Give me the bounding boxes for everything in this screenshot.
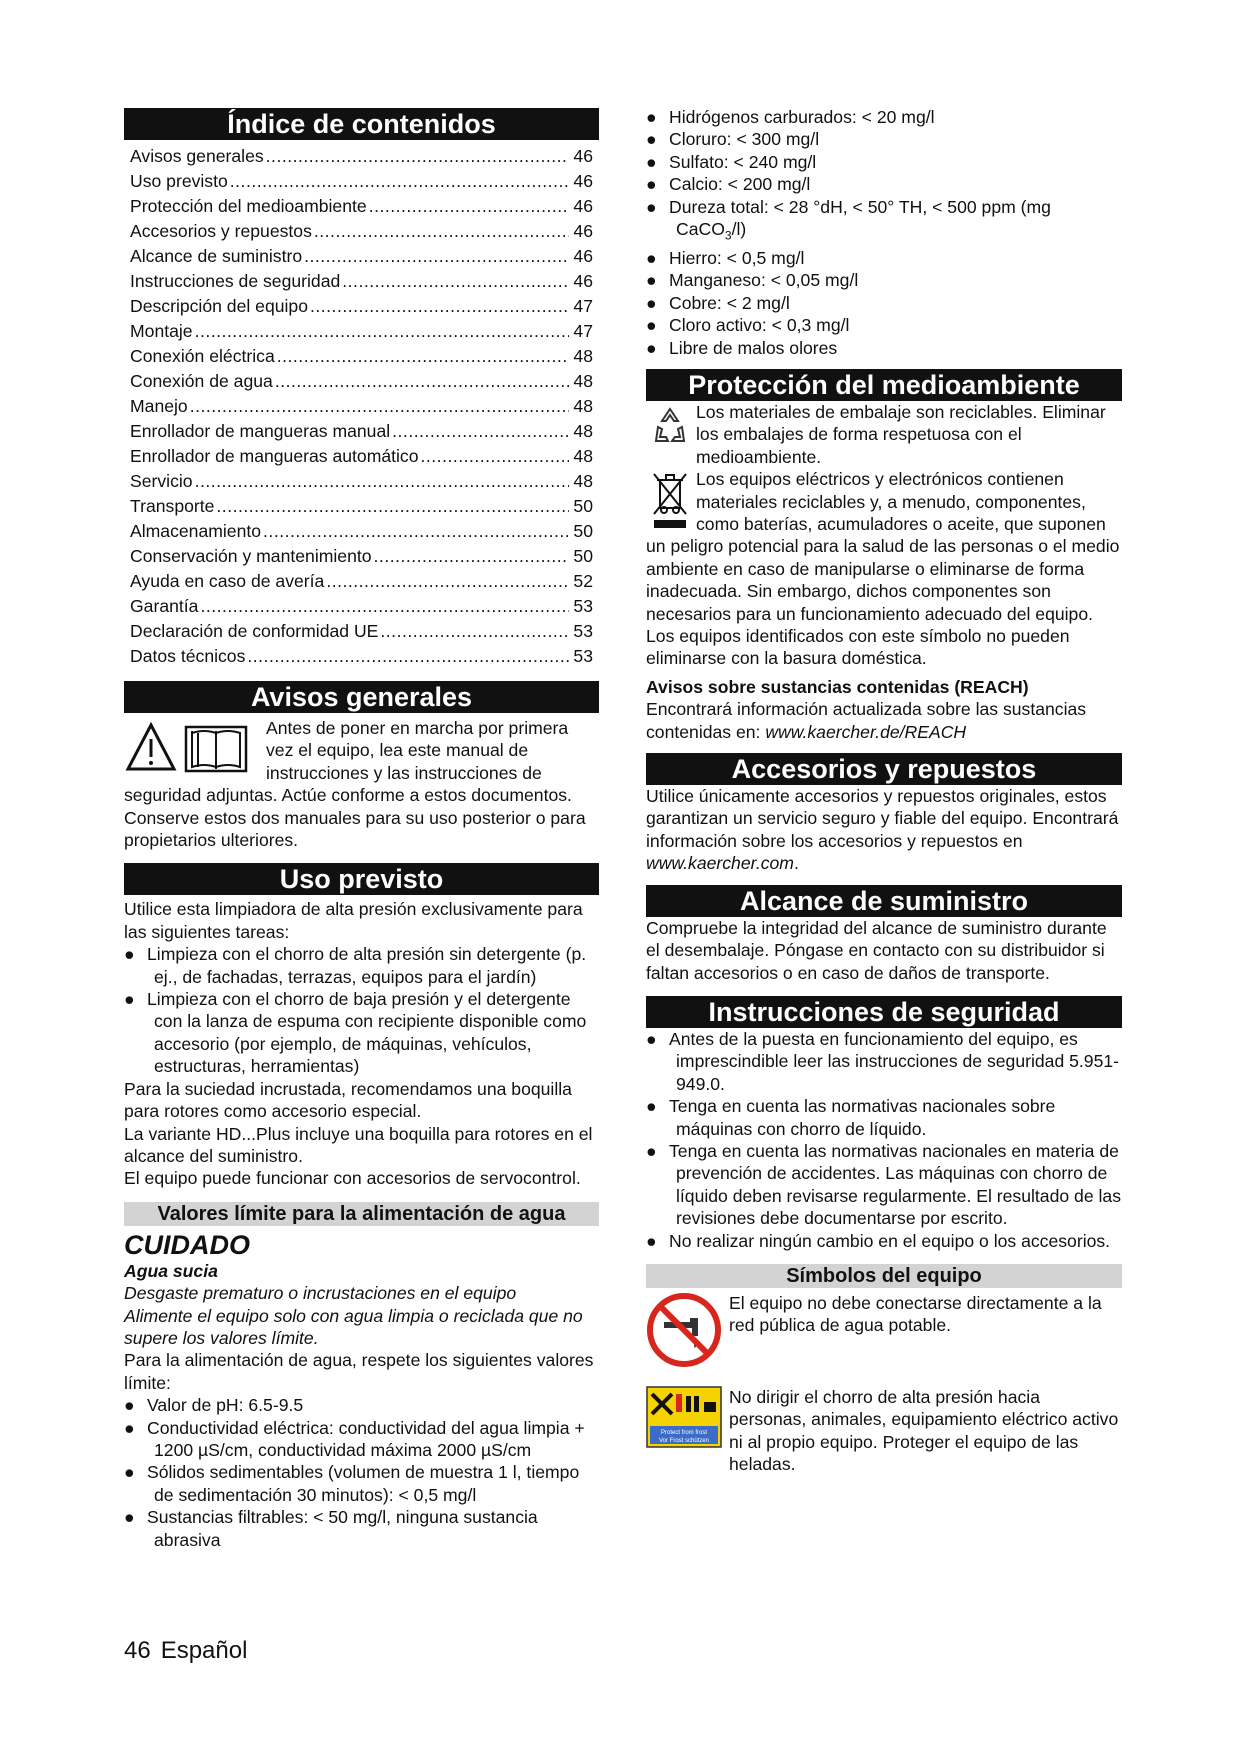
- toc-leader-dots: [369, 194, 570, 219]
- toc-leader-dots: [374, 544, 570, 569]
- toc-entry-title: Servicio: [130, 471, 193, 491]
- toc-leader-dots: [310, 294, 569, 319]
- toc-entry[interactable]: [130, 519, 593, 544]
- list-item-text: Manganeso: < 0,05 mg/l: [669, 270, 859, 291]
- toc-leader-dots: [230, 169, 570, 194]
- list-item: [646, 106, 1122, 128]
- bullet-icon: ●: [646, 247, 657, 268]
- toc-entry-title: Accesorios y repuestos: [130, 221, 312, 241]
- bullet-icon: ●: [646, 270, 657, 291]
- toc-entry-page: 48: [573, 446, 593, 466]
- toc-entry[interactable]: [130, 444, 593, 469]
- avisos-text: Antes de poner en marcha por primera vez el equipo, lea este manual de instrucciones y las instrucciones de seguridad adjuntas. Actúe conforme a estos documentos. Conserve estos dos manuales para su uso posterior o para propietarios ulteriores.: [124, 718, 586, 851]
- list-item-text: Conductividad eléctrica: conductividad del agua limpia + 1200 µS/cm, conductividad máxima 2000 µS/cm: [147, 1417, 585, 1460]
- toc-entry-title: Ayuda en caso de avería: [130, 571, 325, 591]
- caution-line-2: Alimente el equipo solo con agua limpia o reciclada que no supere los valores límite.: [124, 1305, 583, 1348]
- toc-leader-dots: [326, 569, 569, 594]
- page-footer: [124, 1637, 257, 1665]
- toc-entry[interactable]: [130, 169, 593, 194]
- uso-p3: El equipo puede funcionar con accesorios de servocontrol.: [124, 1168, 581, 1189]
- accesorios-link[interactable]: www.kaercher.com: [646, 853, 794, 874]
- toc-entry[interactable]: [130, 144, 593, 169]
- toc-entry-page: 52: [573, 571, 593, 591]
- warning-manual-icon: [124, 719, 256, 779]
- right-column: [646, 106, 1122, 1476]
- list-item-text: Sustancias filtrables: < 50 mg/l, ninguna sustancia abrasiva: [147, 1507, 538, 1550]
- toc-entry-title: Almacenamiento: [130, 521, 262, 541]
- toc-entry-title: Enrollador de mangueras manual: [130, 421, 391, 441]
- list-item: [646, 1140, 1122, 1230]
- uso-bullet-list: [124, 943, 599, 1077]
- list-item-text: Limpieza con el chorro de baja presión y el detergente con la lanza de espuma con recipiente disponible como accesorio (por ejemplo, de máquinas, vehículos, estructuras, herramientas): [147, 989, 587, 1077]
- bullet-icon: ●: [646, 1028, 657, 1049]
- toc-entry-page: 50: [573, 496, 593, 516]
- list-item: [646, 314, 1122, 336]
- toc-leader-dots: [195, 469, 570, 494]
- valores-heading: Valores límite para la alimentación de agua: [124, 1202, 599, 1226]
- list-item-text: No realizar ningún cambio en el equipo o los accesorios.: [669, 1230, 1111, 1251]
- list-item: [646, 337, 1122, 359]
- valores-left-list: [124, 1394, 599, 1551]
- toc-entry-title: Alcance de suministro: [130, 246, 303, 266]
- accesorios-text: Utilice únicamente accesorios y repuestos originales, estos garantizan un servicio seguro y fiable del equipo. Encontrará información sobre los accesorios y repuestos en www.kaercher.com.: [646, 786, 1119, 874]
- toc-entry-page: 48: [573, 421, 593, 441]
- no-spray-frost-warning-icon: [646, 1386, 722, 1448]
- toc-entry-title: Protección del medioambiente: [130, 196, 367, 216]
- frost-label-1: Protect from frost: [660, 1429, 708, 1436]
- list-item-text: Tenga en cuenta las normativas nacionales en materia de prevención de accidentes. Las máquinas con chorro de líquido deben revisarse regularmente. El resultado de las revisiones debe documentarse por escrito.: [669, 1140, 1121, 1229]
- list-item: [124, 1417, 599, 1462]
- toc-leader-dots: [314, 219, 570, 244]
- symbol-row-1: [646, 1292, 1122, 1368]
- toc-entry-title: Uso previsto: [130, 171, 228, 191]
- list-item: [646, 269, 1122, 291]
- bullet-icon: ●: [646, 129, 657, 150]
- toc-entry-page: 53: [573, 646, 593, 666]
- toc-entry-title: Conservación y mantenimiento: [130, 546, 372, 566]
- list-item-text: Valor de pH: 6.5-9.5: [147, 1395, 304, 1416]
- caution-line-1: Desgaste prematuro o incrustaciones en el equipo: [124, 1283, 517, 1304]
- toc-entry-page: 53: [573, 621, 593, 641]
- toc-entry-page: 46: [573, 246, 593, 266]
- toc-entry[interactable]: [130, 494, 593, 519]
- toc-entry[interactable]: [130, 369, 593, 394]
- proteccion-p2: Los equipos eléctricos y electrónicos contienen materiales reciclables y, a menudo, componentes, como baterías, acumuladores o aceite, que suponen un peligro potencial para la salud de las personas o el medio ambiente en caso de manipularse o eliminarse de forma inadecuada. Sin embargo, dichos componentes son necesarios para un funcionamiento adecuado del equipo. Los equipos identificados con este símbolo no pueden eliminarse con la basura doméstica.: [646, 469, 1120, 669]
- proteccion-section: [646, 401, 1122, 670]
- bullet-icon: ●: [124, 1417, 135, 1438]
- bullet-icon: ●: [124, 944, 135, 965]
- avisos-section: [124, 713, 599, 851]
- seguridad-heading: Instrucciones de seguridad: [646, 996, 1122, 1028]
- valores-intro: Para la alimentación de agua, respete los siguientes valores límite:: [124, 1350, 594, 1393]
- caution-subtitle: Agua sucia: [124, 1260, 218, 1281]
- toc-entry-page: 46: [573, 196, 593, 216]
- toc-entry-title: Montaje: [130, 321, 193, 341]
- list-item-text: Hidrógenos carburados: < 20 mg/l: [669, 107, 935, 127]
- list-item: [124, 988, 599, 1078]
- list-item: [646, 1028, 1122, 1095]
- toc-entry[interactable]: [130, 319, 593, 344]
- crossed-bin-icon: [652, 470, 688, 530]
- toc-leader-dots: [263, 519, 569, 544]
- bullet-icon: ●: [124, 1462, 135, 1483]
- proteccion-heading: Protección del medioambiente: [646, 369, 1122, 401]
- toc-entry-page: 53: [573, 596, 593, 616]
- footer-language: Español: [160, 1637, 248, 1664]
- toc-entry-title: Manejo: [130, 396, 188, 416]
- toc-entry-page: 48: [573, 396, 593, 416]
- caution-label: CUIDADO: [124, 1229, 250, 1260]
- bullet-icon: ●: [646, 337, 657, 358]
- toc-leader-dots: [195, 319, 570, 344]
- bullet-icon: ●: [646, 151, 657, 172]
- toc-entry-title: Datos técnicos: [130, 646, 246, 666]
- toc-entry-page: 46: [573, 146, 593, 166]
- bullet-icon: ●: [124, 989, 135, 1010]
- valores-right-list: [646, 106, 1122, 359]
- list-item: [646, 151, 1122, 173]
- recycle-icon-box: [652, 405, 688, 447]
- toc-leader-dots: [277, 344, 570, 369]
- accesorios-heading: Accesorios y repuestos: [646, 753, 1122, 785]
- no-drinking-water-connection-icon: [646, 1292, 722, 1368]
- list-item: [646, 128, 1122, 150]
- list-item: [124, 1394, 599, 1416]
- list-item: [646, 1095, 1122, 1140]
- list-item: [124, 1506, 599, 1551]
- toc-leader-dots: [421, 444, 570, 469]
- toc-leader-dots: [190, 394, 570, 419]
- toc-entry[interactable]: [130, 594, 593, 619]
- toc-entry-page: 46: [573, 271, 593, 291]
- toc-leader-dots: [200, 594, 569, 619]
- list-item-text: Cobre: < 2 mg/l: [669, 292, 790, 313]
- toc-entry-page: 46: [573, 221, 593, 241]
- list-item: [646, 173, 1122, 195]
- toc-entry-page: 50: [573, 521, 593, 541]
- bullet-icon: ●: [646, 174, 657, 195]
- toc-entry[interactable]: [130, 569, 593, 594]
- toc-entry-title: Conexión eléctrica: [130, 346, 275, 366]
- toc-leader-dots: [304, 244, 569, 269]
- toc-entry[interactable]: [130, 419, 593, 444]
- toc-entry-page: 48: [573, 371, 593, 391]
- list-item: [646, 292, 1122, 314]
- list-item-text: Calcio: < 200 mg/l: [669, 174, 811, 195]
- toc-entry[interactable]: [130, 219, 593, 244]
- toc-leader-dots: [266, 144, 570, 169]
- toc-entry[interactable]: [130, 244, 593, 269]
- toc-leader-dots: [392, 419, 569, 444]
- toc-entry-title: Descripción del equipo: [130, 296, 308, 316]
- recycle-icon: [652, 405, 688, 447]
- bullet-icon: ●: [646, 1230, 657, 1251]
- bullet-icon: ●: [124, 1395, 135, 1416]
- toc-entry-title: Instrucciones de seguridad: [130, 271, 341, 291]
- toc-leader-dots: [380, 619, 569, 644]
- uso-p2: La variante HD...Plus incluye una boquilla para rotores en el alcance del suministro.: [124, 1123, 593, 1166]
- uso-heading: Uso previsto: [124, 863, 599, 895]
- toc-entry-title: Conexión de agua: [130, 371, 273, 391]
- toc-entry-page: 48: [573, 471, 593, 491]
- list-item-text: Hierro: < 0,5 mg/l: [669, 247, 805, 268]
- list-item-text: Sólidos sedimentables (volumen de muestra 1 l, tiempo de sedimentación 30 minutos): < 0,5 mg/l: [147, 1462, 580, 1505]
- table-of-contents: [124, 140, 599, 669]
- toc-entry[interactable]: [130, 469, 593, 494]
- toc-entry[interactable]: [130, 344, 593, 369]
- list-item-text: Libre de malos olores: [669, 337, 838, 358]
- list-item: [124, 943, 599, 988]
- list-item-text: Antes de la puesta en funcionamiento del equipo, es imprescindible leer las instrucciones de seguridad 5.951-949.0.: [669, 1028, 1120, 1094]
- toc-entry[interactable]: [130, 194, 593, 219]
- reach-title: Avisos sobre sustancias contenidas (REACH): [646, 676, 1029, 697]
- toc-entry-page: 48: [573, 346, 593, 366]
- simbolos-heading: Símbolos del equipo: [646, 1264, 1122, 1288]
- toc-entry[interactable]: [130, 544, 593, 569]
- toc-leader-dots: [342, 269, 569, 294]
- reach-text: Encontrará información actualizada sobre las sustancias contenidas en: www.kaercher.de/REACH: [646, 699, 1087, 742]
- list-item: [646, 1230, 1122, 1252]
- toc-entry-title: Transporte: [130, 496, 215, 516]
- uso-p1: Para la suciedad incrustada, recomendamos una boquilla para rotores como accesorio especial.: [124, 1078, 572, 1122]
- list-item: [646, 247, 1122, 269]
- alcance-text: Compruebe la integridad del alcance de suministro durante el desembalaje. Póngase en contacto con su distribuidor si faltan accesorios o en caso de daños de transporte.: [646, 917, 1107, 983]
- toc-entry[interactable]: [130, 619, 593, 644]
- reach-link[interactable]: www.kaercher.de/REACH: [765, 721, 967, 742]
- proteccion-p1: Los materiales de embalaje son reciclables. Eliminar los embalajes de forma respetuosa con el medioambiente.: [696, 401, 1106, 467]
- bullet-icon: ●: [646, 107, 657, 127]
- toc-leader-dots: [275, 369, 570, 394]
- seguridad-bullet-list: [646, 1028, 1122, 1252]
- list-item-text: Limpieza con el chorro de alta presión sin detergente (p. ej., de fachadas, terrazas, equipos para el jardín): [147, 944, 587, 987]
- toc-entry-page: 46: [573, 171, 593, 191]
- list-item-text: Tenga en cuenta las normativas nacionales sobre máquinas con chorro de líquido.: [669, 1096, 1056, 1139]
- list-item-text: Cloruro: < 300 mg/l: [669, 129, 820, 150]
- weee-icon-box: [652, 470, 688, 530]
- uso-intro: Utilice esta limpiadora de alta presión exclusivamente para las siguientes tareas:: [124, 899, 583, 942]
- list-item: ● Dureza total: < 28 °dH, < 50° TH, < 500 ppm (mg CaCO$_3$/l): [646, 196, 1051, 243]
- toc-entry-title: Enrollador de mangueras automático: [130, 446, 419, 466]
- bullet-icon: ●: [646, 1140, 657, 1161]
- toc-entry-page: 47: [573, 321, 593, 341]
- bullet-icon: ●: [646, 1096, 657, 1117]
- list-item: [124, 1461, 599, 1506]
- toc-entry-title: Garantía: [130, 596, 199, 616]
- toc-entry[interactable]: [130, 394, 593, 419]
- toc-entry-page: 50: [573, 546, 593, 566]
- list-item-text: Cloro activo: < 0,3 mg/l: [669, 315, 850, 336]
- toc-leader-dots: [247, 644, 569, 669]
- alcance-heading: Alcance de suministro: [646, 885, 1122, 917]
- avisos-heading: Avisos generales: [124, 681, 599, 713]
- toc-entry-title: Avisos generales: [130, 146, 264, 166]
- toc-entry[interactable]: [130, 294, 593, 319]
- toc-entry[interactable]: [130, 644, 593, 669]
- bullet-icon: ●: [646, 315, 657, 336]
- left-column: [124, 108, 599, 1551]
- symbol-row-2: [646, 1386, 1122, 1476]
- list-item-text: Sulfato: < 240 mg/l: [669, 151, 817, 172]
- bullet-icon: ●: [124, 1507, 135, 1528]
- frost-label-2: Vor Frost schützen: [658, 1437, 710, 1444]
- avisos-icons: [124, 719, 256, 779]
- bullet-icon: ●: [646, 292, 657, 313]
- toc-entry-page: 47: [573, 296, 593, 316]
- page-number: 46: [124, 1637, 151, 1664]
- toc-entry-title: Declaración de conformidad UE: [130, 621, 379, 641]
- toc-heading: Índice de contenidos: [124, 108, 599, 140]
- toc-entry[interactable]: [130, 269, 593, 294]
- toc-leader-dots: [216, 494, 569, 519]
- symbol-2-text: No dirigir el chorro de alta presión hacia personas, animales, equipamiento eléctrico activo ni al propio equipo. Proteger el equipo de las heladas.: [729, 1386, 1119, 1475]
- symbol-1-text: El equipo no debe conectarse directamente a la red pública de agua potable.: [729, 1292, 1102, 1336]
